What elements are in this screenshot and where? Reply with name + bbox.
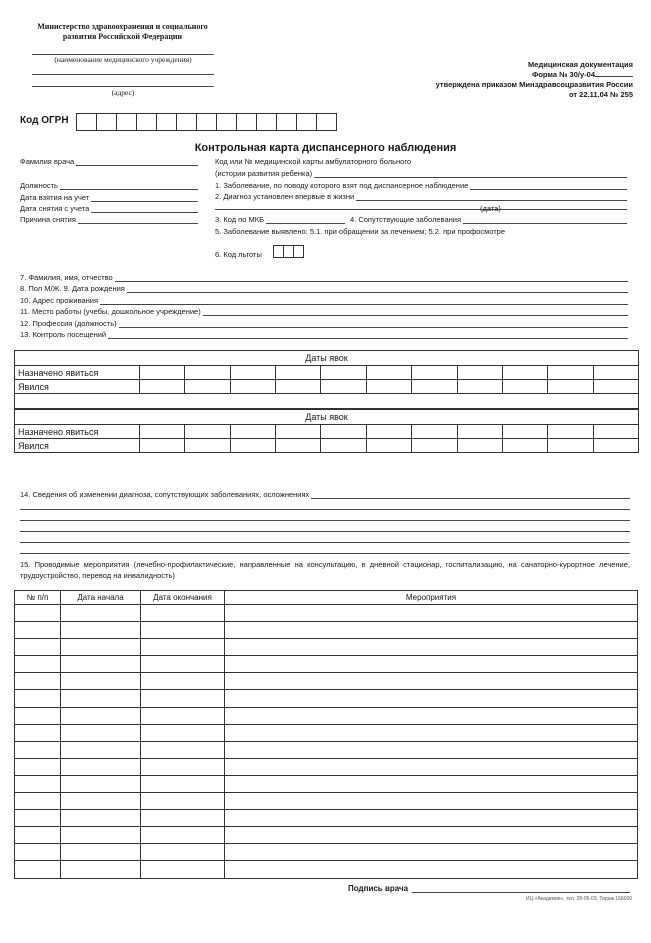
table-cell[interactable] [141, 775, 225, 792]
attended-row-1 [15, 380, 639, 394]
table-row [15, 639, 638, 656]
card-code-label-2: (истории развития ребенка) [215, 169, 313, 178]
date-caption: (дата) [480, 204, 501, 213]
form-number-suffix-line[interactable] [595, 76, 633, 77]
table-row [15, 775, 638, 792]
comorbidities-field[interactable] [350, 215, 627, 224]
card-code-line[interactable] [314, 169, 627, 178]
section-14-line-3[interactable] [20, 520, 630, 521]
position-line[interactable] [60, 181, 198, 190]
table-cell[interactable] [141, 690, 225, 707]
table-cell[interactable] [141, 622, 225, 639]
sex-birthdate-line[interactable] [127, 284, 628, 293]
visit-cell[interactable] [502, 425, 547, 439]
diagnosis-first-label: 2. Диагноз установлен впервые в жизни [215, 192, 355, 201]
visit-cell[interactable] [593, 366, 638, 380]
ogrn-label: Код ОГРН [20, 115, 69, 126]
visit-cell[interactable] [140, 366, 185, 380]
table-row [15, 707, 638, 724]
profession-field[interactable] [20, 316, 628, 328]
ogrn-cell[interactable] [316, 113, 337, 131]
measures-body [15, 605, 638, 879]
ogrn-cell[interactable] [156, 113, 177, 131]
section-14-line-6[interactable] [20, 553, 630, 554]
table-row [15, 656, 638, 673]
order-date: от 22.11.04 № 255 [569, 90, 633, 99]
table-cell[interactable] [15, 775, 61, 792]
position-field[interactable] [20, 181, 198, 190]
table-cell[interactable] [15, 827, 61, 844]
table-cell[interactable] [141, 844, 225, 861]
address-label: 10. Адрес проживания [20, 295, 99, 305]
signature-line[interactable] [412, 892, 630, 893]
table-cell[interactable] [61, 690, 141, 707]
ogrn-cell[interactable] [296, 113, 317, 131]
section-15-text: 15. Проводимые мероприятия (лечебно-профилактические, направленные на консультацию, в дневной стационар, госпитализацию, на санаторно-курортное лечение, трудоустройство, перевод на инвалидность) [20, 560, 630, 580]
deregistration-date-line[interactable] [91, 204, 198, 213]
ogrn-cell[interactable] [76, 113, 97, 131]
benefit-code-label: 6. Код льготы [215, 250, 262, 259]
ministry-line-1: Министерство здравоохранения и социального [37, 22, 208, 31]
visit-cell[interactable] [548, 380, 593, 394]
table-cell[interactable] [141, 827, 225, 844]
deregistration-reason-line[interactable] [78, 215, 198, 224]
visit-cell[interactable] [230, 366, 275, 380]
ministry-line-2: развития Российской Федерации [62, 32, 183, 41]
address-line[interactable] [32, 86, 214, 87]
visit-cell[interactable] [276, 380, 321, 394]
form-info [380, 60, 633, 100]
visit-cell[interactable] [412, 380, 457, 394]
table-cell[interactable] [141, 639, 225, 656]
registration-date-label: Дата взятия на учет [20, 193, 90, 202]
diagnosis-first-field[interactable] [215, 192, 627, 201]
ministry-name [20, 22, 225, 42]
section-14-label: 14. Сведения об изменении диагноза, сопутствующих заболеваниях, осложнениях [20, 490, 310, 499]
visit-cell[interactable] [321, 439, 366, 453]
ogrn-cell[interactable] [256, 113, 277, 131]
table-cell[interactable] [61, 741, 141, 758]
table-cell[interactable] [15, 724, 61, 741]
table-row [15, 622, 638, 639]
visit-cell[interactable] [593, 439, 638, 453]
visit-cell[interactable] [593, 425, 638, 439]
visit-cell[interactable] [412, 366, 457, 380]
visit-cell[interactable] [321, 366, 366, 380]
table-cell[interactable] [61, 775, 141, 792]
visit-cell[interactable] [276, 425, 321, 439]
disease-label: 1. Заболевание, по поводу которого взят под диспансерное наблюдение [215, 181, 469, 190]
section-14-line-4[interactable] [20, 531, 630, 532]
table-cell[interactable] [15, 758, 61, 775]
diagnosis-line-2[interactable] [215, 209, 627, 210]
workplace-field[interactable] [20, 305, 628, 317]
visit-cell[interactable] [457, 380, 502, 394]
ogrn-cell[interactable] [216, 113, 237, 131]
patient-name-line[interactable] [115, 273, 628, 282]
visit-cell[interactable] [457, 439, 502, 453]
visit-cell[interactable] [230, 439, 275, 453]
visit-cell[interactable] [276, 366, 321, 380]
visit-cell[interactable] [457, 366, 502, 380]
visit-cell[interactable] [548, 366, 593, 380]
visit-cell[interactable] [321, 425, 366, 439]
table-cell[interactable] [141, 810, 225, 827]
visit-cell[interactable] [185, 425, 230, 439]
scheduled-row-1 [15, 366, 639, 380]
institution-line-2[interactable] [32, 74, 214, 75]
table-cell[interactable] [61, 793, 141, 810]
comorbidities-label: 4. Сопутствующие заболевания [350, 215, 462, 224]
detected-text: 5. Заболевание выявлено: 5.1. при обращении за лечением; 5.2. при профосмотре [215, 227, 506, 236]
table-cell[interactable] [61, 605, 141, 622]
disease-field[interactable] [215, 181, 627, 190]
ogrn-cell[interactable] [236, 113, 257, 131]
table-cell[interactable] [61, 827, 141, 844]
table-cell[interactable] [141, 741, 225, 758]
visits-control-line[interactable] [108, 330, 628, 339]
deregistration-date-label: Дата снятия с учета [20, 204, 90, 213]
profession-label: 12. Профессия (должность) [20, 318, 117, 328]
section-14-line-2[interactable] [20, 509, 630, 510]
table-cell[interactable] [61, 707, 141, 724]
visit-cell[interactable] [321, 380, 366, 394]
diagnosis-first-line[interactable] [356, 192, 627, 201]
table-cell[interactable] [141, 758, 225, 775]
institution-caption: (наименование медицинского учреждения) [54, 55, 192, 64]
registration-date-field[interactable] [20, 193, 198, 202]
visits-control-field[interactable] [20, 328, 628, 340]
visit-cell[interactable] [366, 425, 411, 439]
visit-cell[interactable] [593, 380, 638, 394]
visit-cell[interactable] [230, 425, 275, 439]
table-cell[interactable] [225, 827, 638, 844]
table-cell[interactable] [225, 639, 638, 656]
visit-cell[interactable] [502, 439, 547, 453]
sex-birthdate-label: 8. Пол М/Ж. 9. Дата рождения [20, 284, 125, 293]
visit-cell[interactable] [140, 380, 185, 394]
col-measures: Мероприятия [225, 591, 638, 605]
table-cell[interactable] [15, 639, 61, 656]
mkb-code-label: 3. Код по МКБ [215, 215, 265, 224]
table-cell[interactable] [225, 656, 638, 673]
table-cell[interactable] [61, 673, 141, 690]
ogrn-cell[interactable] [176, 113, 197, 131]
visit-cell[interactable] [548, 425, 593, 439]
table-cell[interactable] [225, 690, 638, 707]
registration-date-line[interactable] [91, 193, 198, 202]
table-cell[interactable] [225, 605, 638, 622]
ogrn-cell[interactable] [196, 113, 217, 131]
table-cell[interactable] [225, 861, 638, 878]
card-code-label: Код или № медицинской карты амбулаторного больного [215, 157, 412, 166]
doctor-surname-field[interactable] [20, 157, 198, 166]
table-cell[interactable] [61, 861, 141, 878]
disease-line[interactable] [470, 181, 627, 190]
section-14-field[interactable] [20, 490, 630, 499]
scheduled-row-2 [15, 425, 639, 439]
table-row [15, 810, 638, 827]
attended-row-2 [15, 439, 639, 453]
table-cell[interactable] [225, 707, 638, 724]
visit-cell[interactable] [366, 439, 411, 453]
table-row [15, 758, 638, 775]
table-row [15, 673, 638, 690]
table-cell[interactable] [15, 810, 61, 827]
table-cell[interactable] [61, 724, 141, 741]
doctor-surname-label: Фамилия врача [20, 157, 75, 166]
attended-label-2: Явился [15, 439, 140, 453]
visit-cell[interactable] [457, 425, 502, 439]
table-cell[interactable] [225, 758, 638, 775]
table-cell[interactable] [15, 707, 61, 724]
visit-cell[interactable] [502, 380, 547, 394]
position-label: Должность [20, 181, 58, 190]
table-cell[interactable] [141, 673, 225, 690]
visit-cell[interactable] [412, 439, 457, 453]
attended-label-1: Явился [15, 380, 140, 394]
table-row [15, 741, 638, 758]
table-cell[interactable] [61, 810, 141, 827]
ogrn-cell[interactable] [136, 113, 157, 131]
visit-cell[interactable] [140, 425, 185, 439]
table-cell[interactable] [141, 793, 225, 810]
ogrn-cell[interactable] [96, 113, 117, 131]
visit-cell[interactable] [366, 380, 411, 394]
workplace-label: 11. Место работы (учебы, дошкольное учреждение) [20, 307, 201, 316]
ogrn-cell[interactable] [276, 113, 297, 131]
visits-table-2 [14, 409, 639, 453]
section-14-line-1[interactable] [311, 490, 630, 499]
visit-cell[interactable] [276, 439, 321, 453]
scheduled-label-2: Назначено явиться [15, 425, 140, 439]
table-cell[interactable] [225, 844, 638, 861]
signature-label: Подпись врача [348, 884, 409, 893]
table-cell[interactable] [141, 605, 225, 622]
comorbidities-line[interactable] [463, 215, 627, 224]
table-cell[interactable] [15, 622, 61, 639]
doctor-surname-line[interactable] [76, 157, 198, 166]
table-cell[interactable] [225, 793, 638, 810]
table-row [15, 861, 638, 878]
table-cell[interactable] [225, 741, 638, 758]
table-cell[interactable] [225, 724, 638, 741]
visit-cell[interactable] [230, 380, 275, 394]
col-number: № п/п [15, 591, 61, 605]
mkb-code-field[interactable] [215, 215, 345, 224]
table-cell[interactable] [15, 741, 61, 758]
mkb-code-line[interactable] [266, 215, 345, 224]
table-cell[interactable] [141, 707, 225, 724]
visits-table-1 [14, 350, 639, 409]
table-cell[interactable] [15, 861, 61, 878]
table-cell[interactable] [225, 775, 638, 792]
col-start-date: Дата начала [61, 591, 141, 605]
address-caption: (адрес) [111, 88, 135, 97]
ogrn-cell[interactable] [116, 113, 137, 131]
form-title: Контрольная карта диспансерного наблюдения [194, 142, 457, 154]
approved-by: утверждена приказом Минздравсоцразвития России [435, 80, 633, 89]
workplace-line[interactable] [203, 307, 628, 316]
table-cell[interactable] [15, 690, 61, 707]
visit-cell[interactable] [412, 425, 457, 439]
table-row [15, 690, 638, 707]
deregistration-reason-field[interactable] [20, 215, 198, 224]
table-row [15, 827, 638, 844]
visit-cell[interactable] [366, 366, 411, 380]
col-end-date: Дата окончания [141, 591, 225, 605]
sex-birthdate-field[interactable] [20, 282, 628, 294]
deregistration-date-field[interactable] [20, 204, 198, 213]
visit-cell[interactable] [185, 439, 230, 453]
table-row [15, 793, 638, 810]
scheduled-label-1: Назначено явиться [15, 366, 140, 380]
table-row [15, 724, 638, 741]
table-cell[interactable] [61, 656, 141, 673]
table-cell[interactable] [15, 793, 61, 810]
table-cell[interactable] [141, 724, 225, 741]
table-cell[interactable] [15, 605, 61, 622]
table-cell[interactable] [61, 639, 141, 656]
table-row [15, 605, 638, 622]
table-cell[interactable] [225, 673, 638, 690]
table-cell[interactable] [141, 861, 225, 878]
table-cell[interactable] [61, 844, 141, 861]
measures-table [14, 590, 638, 879]
table-cell[interactable] [15, 656, 61, 673]
visit-cell[interactable] [185, 366, 230, 380]
docs-label: Медицинская документация [528, 60, 633, 69]
table-cell[interactable] [15, 673, 61, 690]
table-row [15, 844, 638, 861]
deregistration-reason-label: Причина снятия [20, 215, 76, 224]
visits-header-2: Даты явок [15, 410, 639, 425]
patient-name-label: 7. Фамилия, имя, отчество [20, 272, 113, 282]
visit-cell[interactable] [185, 380, 230, 394]
visit-cell[interactable] [140, 439, 185, 453]
table-cell[interactable] [141, 656, 225, 673]
table-cell[interactable] [61, 622, 141, 639]
visits-spacer-1 [15, 394, 639, 409]
patient-fields [20, 270, 628, 339]
address-field-line[interactable] [100, 296, 628, 305]
visit-cell[interactable] [548, 439, 593, 453]
patient-name-field[interactable] [20, 270, 628, 282]
visits-control-label: 13. Контроль посещений [20, 330, 107, 339]
table-cell[interactable] [61, 758, 141, 775]
benefit-code-cell-3[interactable] [293, 245, 304, 258]
table-cell[interactable] [225, 622, 638, 639]
visit-cell[interactable] [502, 366, 547, 380]
profession-line[interactable] [119, 319, 628, 328]
address-field[interactable] [20, 293, 628, 305]
table-cell[interactable] [225, 810, 638, 827]
section-14-line-5[interactable] [20, 542, 630, 543]
form-number: Форма № 30/у-04 [380, 70, 633, 80]
imprint: ИЦ «Академия», тел. 28-05-03. Тираж 166000 [525, 896, 632, 902]
visits-header-1: Даты явок [15, 351, 639, 366]
card-code-field[interactable] [215, 169, 627, 178]
table-cell[interactable] [15, 844, 61, 861]
